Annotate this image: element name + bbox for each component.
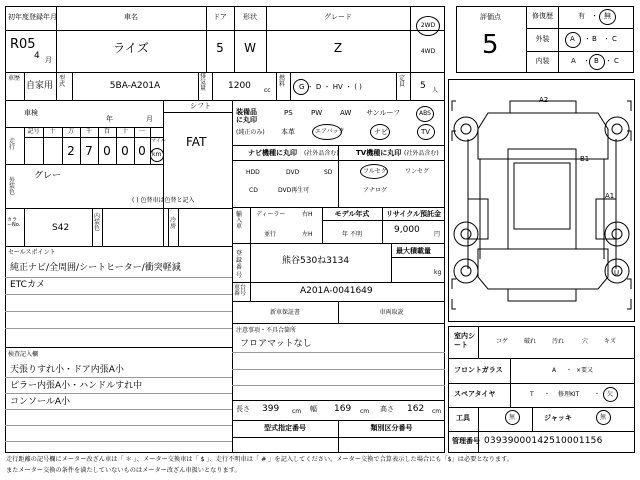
- import-dealer: ディーラー: [256, 211, 286, 218]
- glass-label: フロントガラス: [454, 366, 503, 374]
- model-year-value: 年 不明: [342, 231, 362, 238]
- fuel-options: G ・ D ・ HV ・ ( ): [299, 83, 362, 91]
- recycle-label: リサイクル預託金: [385, 210, 442, 218]
- registration-label: 登録番号: [236, 250, 243, 279]
- first-reg-year: R05: [10, 37, 36, 52]
- model-year-label: モデル年式: [334, 210, 370, 218]
- seat-opt-hole: 穴: [582, 338, 589, 345]
- chassis-label: 車台番号: [234, 284, 247, 297]
- color-label: 外装色: [9, 177, 16, 196]
- month-unit: 月: [45, 56, 52, 64]
- width-label: 幅: [310, 405, 317, 413]
- exterior-opt-sep1: ・: [584, 35, 591, 43]
- interior-opt-c: C: [614, 57, 619, 65]
- exterior-label: 外装: [535, 35, 550, 43]
- glass-opt-a: A: [552, 367, 557, 374]
- length-cm: cm: [292, 408, 302, 415]
- inspection-month-unit: 月: [146, 115, 153, 123]
- seat-opt-tear: 破れ: [524, 338, 537, 345]
- mileage-digit-3: 0: [103, 144, 111, 158]
- nav-dvd-play: DVD再生可: [278, 187, 310, 194]
- chassis-value: A201A-0041649: [300, 286, 373, 296]
- tools-value: 無: [509, 414, 516, 421]
- mileage-digit-1: 2: [67, 144, 75, 158]
- color-no-value: S42: [52, 223, 70, 233]
- damage-label-b1: B1: [580, 155, 590, 163]
- height-value: 162: [407, 404, 425, 414]
- tv-oneseg: ワンセグ: [405, 168, 430, 175]
- width-value: 169: [334, 404, 352, 414]
- shape-value: W: [244, 41, 256, 55]
- fuel-label: 燃料: [279, 75, 286, 88]
- max-load-kg: kg: [434, 269, 442, 276]
- interior-opt-a: A: [571, 57, 576, 65]
- displacement-value: 1200: [228, 81, 251, 91]
- import-parallel: 並行: [264, 231, 277, 238]
- tire-opt-sep2: ・: [594, 391, 601, 398]
- recycle-value: 9,000: [394, 225, 420, 235]
- seat-opt-scratch: キズ: [604, 338, 616, 345]
- tv-sub: (社外品含む): [404, 150, 439, 157]
- interior-label: 内装: [535, 57, 550, 65]
- registration-value: 熊谷530ね3134: [282, 256, 350, 266]
- footer-line-1: 走行距離の記号欄にメーター改ざん車は「 ＊ 」、メーター交換車は「 $ 」、走行不明車は「 # 」を記入してください。メーター交換で合算表示した場合にも「$」は必要となります。: [6, 456, 513, 463]
- model-value: 5BA-A201A: [109, 81, 161, 91]
- mileage-unit-3: 千: [85, 128, 92, 135]
- sales-point-line-1: 純正ナビ/全周囲/シートヒーター/衝突軽減: [10, 263, 181, 273]
- exterior-opt-c: C: [612, 35, 617, 43]
- interior-opt-sep2: ・: [605, 57, 612, 65]
- mileage-unit-symbol: 記号: [27, 128, 40, 135]
- new-warranty: 新車保証書: [269, 309, 300, 316]
- max-load-label: 最大積載量: [396, 247, 431, 255]
- repair-opt-sep: ・: [591, 12, 598, 20]
- interior-opt-sep1: ・: [583, 57, 590, 65]
- damage-label-a2: A2: [539, 96, 549, 104]
- grade-label: グレード: [324, 13, 352, 21]
- seat-opt-stain: 汚れ: [552, 338, 565, 345]
- mileage-digit-5: 0: [138, 144, 146, 158]
- nav-hdd: HDD: [246, 169, 260, 176]
- repair-opt-yes: 有: [578, 12, 585, 20]
- usage-label: 車歴: [8, 75, 21, 82]
- tire-label: スペアタイヤ: [454, 390, 496, 398]
- equip-aw: AW: [340, 109, 352, 117]
- first-reg-label: 初年度登録年月: [8, 13, 57, 21]
- repair-opt-no: 無: [604, 12, 611, 20]
- score-label: 評価点: [480, 13, 501, 21]
- recycle-yen: 円: [434, 231, 441, 238]
- tire-opt-missing: 欠: [607, 391, 614, 398]
- shift-value: FAT: [186, 135, 207, 149]
- capacity-label: 定員: [399, 75, 406, 88]
- mileage-unit-6: 一: [138, 128, 145, 135]
- km-label: km: [152, 151, 162, 158]
- notes-line-3: コンソールA小: [10, 397, 70, 407]
- car-name: ライズ: [113, 41, 149, 55]
- tv-fullseg: フルセグ: [363, 168, 387, 175]
- import-label: 輸入車: [236, 211, 243, 230]
- repair-label: 修復歴: [532, 12, 553, 20]
- sales-point-line-2: ETCカメ: [10, 280, 45, 290]
- inspection-label: 車検: [24, 109, 38, 117]
- notes-line-1: 天張りすれ小・ドア内張A小: [10, 365, 124, 375]
- damage-label-a1: A1: [605, 192, 615, 200]
- tools-label: 工具: [456, 414, 470, 422]
- equip-navi: ナビ: [374, 128, 388, 136]
- notes-line-2: ピラー内張A小・ハンドルすれ中: [10, 381, 143, 391]
- import-left: 左H: [302, 231, 313, 238]
- caution-line-1: フロアマットなし: [240, 339, 312, 349]
- jack-value: 無: [600, 414, 607, 421]
- exterior-opt-b: B: [592, 35, 597, 43]
- nav-cd: CD: [249, 187, 258, 194]
- inspection-year-unit: 年: [106, 115, 113, 123]
- import-right: 右H: [302, 211, 313, 218]
- interior-color-label: 内装色: [94, 213, 101, 232]
- width-cm: cm: [360, 408, 370, 415]
- manual: 車両取説: [379, 309, 404, 316]
- footer-line-2: またメーター交換の条件を満たしていないものはメーター改ざん車扱いとなります。: [6, 467, 241, 474]
- model-label: 型式: [59, 75, 66, 88]
- tire-opt-sep1: ・: [544, 391, 551, 398]
- length-value: 399: [262, 404, 280, 414]
- jack-label: ジャッキ: [544, 414, 572, 422]
- mileage-unit-5: 十: [121, 128, 128, 135]
- type-no-label: 型式指定番号: [264, 424, 306, 432]
- mileage-digit-4: 0: [121, 144, 129, 158]
- car-name-label: 車名: [124, 13, 138, 21]
- damage-label-u: U: [614, 269, 620, 277]
- seat-opt-scorch: コゲ: [496, 338, 509, 345]
- equip-abs: ABS: [419, 110, 431, 117]
- glass-opt-sep: ・: [566, 367, 573, 374]
- usage-value: 自家用: [26, 81, 54, 91]
- tv-label: TV機種に丸印: [356, 149, 402, 157]
- grade-value: Z: [333, 41, 343, 55]
- cc-unit: cc: [264, 87, 271, 94]
- displacement-label: 排気量: [200, 73, 207, 92]
- mileage-unit-2: 万: [67, 128, 74, 135]
- exterior-opt-a: A: [570, 35, 575, 43]
- doors-value: 5: [216, 41, 224, 55]
- exterior-opt-sep2: ・: [603, 35, 610, 43]
- capacity-value: 5: [420, 81, 426, 91]
- glass-opt-replace: ×要又: [576, 367, 594, 374]
- nav-label: ナビ機種に丸印: [248, 149, 297, 157]
- nav-sd: SD: [324, 169, 333, 176]
- mgmt-label: 管理番号: [452, 437, 480, 445]
- color-value: グレー: [34, 171, 62, 181]
- nav-sub: (社外品含む): [304, 150, 339, 157]
- mileage-unit-1: 十: [49, 128, 56, 135]
- cool-label: 冷房: [170, 217, 177, 230]
- sales-points-label: セールスポイント: [8, 249, 56, 256]
- equip-ps: PS: [284, 109, 293, 117]
- drive-4wd: 4WD: [420, 48, 436, 55]
- tire-opt-t: T: [530, 391, 534, 398]
- nav-dvd: DVD: [286, 169, 300, 176]
- mgmt-value: 0393900014251000115​6: [484, 436, 603, 446]
- drive-2wd: 2WD: [420, 22, 436, 29]
- mileage-label: 走行: [9, 138, 16, 151]
- equip-sunroof: サンルーフ: [366, 109, 401, 117]
- mileage-unit-4: 百: [103, 128, 110, 135]
- tv-analog: アナログ: [363, 187, 388, 194]
- score-value: 5: [482, 30, 499, 60]
- mileage-digit-2: 7: [85, 144, 93, 158]
- shift-label: シフト: [190, 102, 211, 110]
- seat-label: 室内シート: [454, 332, 475, 350]
- doors-label: ドア: [213, 13, 227, 21]
- mile-label: マイル: [151, 138, 166, 144]
- equip-pw: PW: [311, 109, 323, 117]
- equip-leather: 本革: [281, 128, 295, 136]
- height-cm: cm: [432, 408, 442, 415]
- equipment-label: 装備品に丸印: [236, 108, 257, 125]
- class-no-label: 類別区分番号: [370, 424, 413, 432]
- color-no-label: カラーNo.: [7, 217, 21, 228]
- capacity-unit: 人: [432, 87, 439, 94]
- first-reg-month: 4: [34, 51, 40, 61]
- interior-opt-b: B: [594, 57, 599, 65]
- shape-label: 形状: [243, 13, 257, 21]
- length-label: 長さ: [236, 405, 250, 413]
- height-label: 高さ: [380, 405, 394, 413]
- equipment-sub: (純正のみ): [236, 129, 265, 136]
- color-note: ( ) 色替車は色替と記入: [132, 197, 195, 204]
- car-diagram[interactable]: [448, 79, 635, 322]
- equip-tv: TV: [421, 128, 431, 136]
- caution-label: 注意事項・不具合箇所: [236, 327, 297, 334]
- equip-airbag: エアバック: [315, 128, 345, 135]
- tire-opt-kit: 修理KIT: [558, 391, 580, 398]
- notes-label: 検査記入欄: [8, 351, 39, 358]
